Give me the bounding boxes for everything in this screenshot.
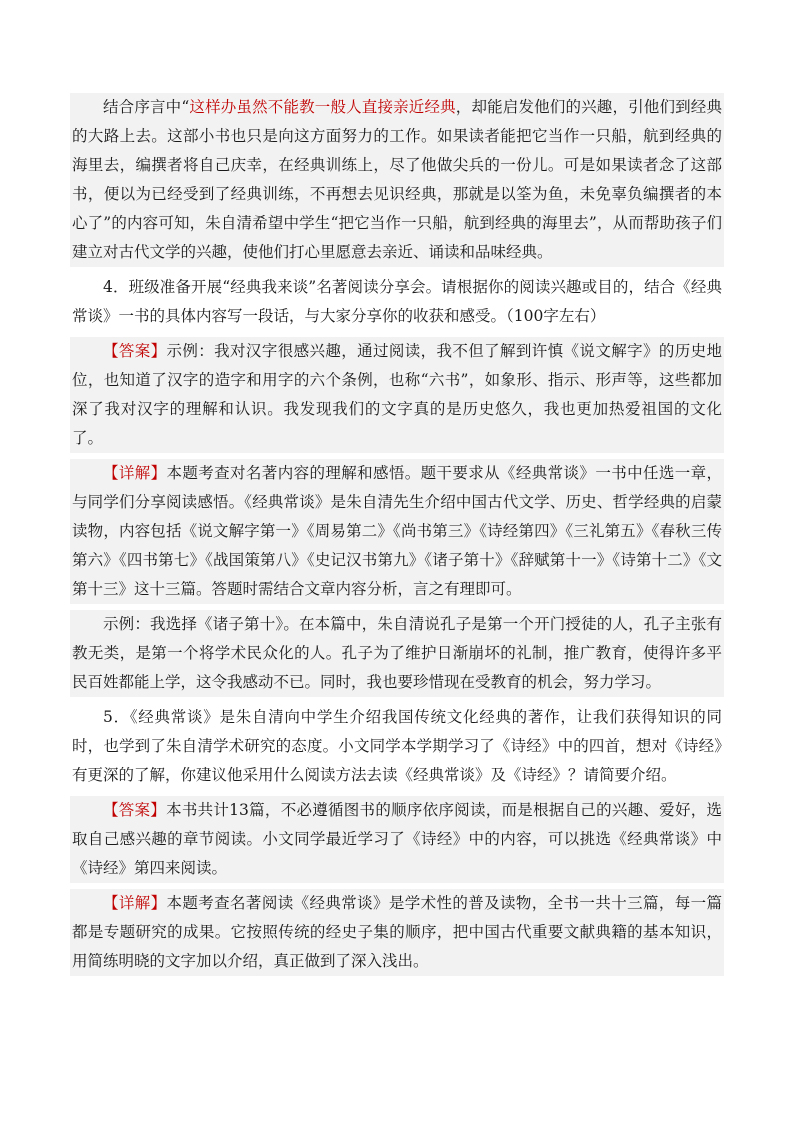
answer-5-text: 本书共计13篇，不必遵循图书的顺序依序阅读，而是根据自己的兴趣、爱好，选取自己感兴趣的章节阅读。小文同学最近学习了《诗经》中的内容，可以挑选《经典常谈》中《诗经》第四来阅读。 — [72, 801, 722, 877]
intro-text-1: 结合序言中“ — [103, 98, 190, 116]
question-4 — [70, 273, 724, 331]
explanation-tag: 【详解】 — [103, 894, 167, 912]
question-4-text: 4．班级准备开展“经典我来谈”名著阅读分享会。请根据你的阅读兴趣或目的，结合《经典常谈》一书的具体内容写一段话，与大家分享你的收获和感受。（100字左右） — [72, 278, 722, 325]
answer-5 — [70, 796, 724, 883]
intro-text-2: ，却能启发他们的兴趣，引他们到经典的大路上去。这部小书也只是向这方面努力的工作。如果读者能把它当作一只船，航到经典的海里去，编撰者将自己庆幸，在经典训练上，尽了他做尖兵的一份儿。可是如果读者念了这部书，便以为已经受到了经典训练，不再想去见识经典，那就是以筌为鱼，未免辜负编撰者的本心了”的内容可知，朱自清希望中学生“把它当作一只船，航到经典的海里去”，从而帮助孩子们建立对古代文学的兴趣，使他们打心里愿意去亲近、诵读和品味经典。 — [72, 98, 722, 261]
answer-4 — [70, 337, 724, 453]
intro-analysis-paragraph — [70, 93, 724, 267]
explanation-4 — [70, 459, 724, 604]
answer-tag: 【答案】 — [103, 801, 167, 819]
example-4-text: 示例：我选择《诸子第十》。在本篇中，朱自清说孔子是第一个开门授徒的人，孔子主张有教无类，是第一个将学术民众化的人。孔子为了维护日渐崩坏的礼制，推广教育，使得许多平民百姓都能上学，这令我感动不已。同时，我也要珍惜现在受教育的机会，努力学习。 — [72, 615, 722, 691]
answer-4-text: 示例：我对汉字很感兴趣，通过阅读，我不但了解到许慎《说文解字》的历史地位，也知道了汉字的造字和用字的六个条例，也称“六书”，如象形、指示、形声等，这些都加深了我对汉字的理解和认识。我发现我们的文字真的是历史悠久，我也更加热爱祖国的文化了。 — [72, 342, 722, 447]
answer-tag: 【答案】 — [103, 342, 167, 360]
explanation-tag: 【详解】 — [103, 464, 167, 482]
explanation-4-text: 本题考查对名著内容的理解和感悟。题干要求从《经典常谈》一书中任选一章，与同学们分享阅读感悟。《经典常谈》是朱自清先生介绍中国古代文学、历史、哲学经典的启蒙读物，内容包括《说文解字第一》《周易第二》《尚书第三》《诗经第四》《三礼第五》《春秋三传第六》《四书第七》《战国策第八》《史记汉书第九》《诸子第十》《辞赋第十一》《诗第十二》《文第十三》这十三篇。答题时需结合文章内容分析，言之有理即可。 — [72, 464, 722, 598]
document-page — [70, 93, 724, 976]
question-5-text: 5．《经典常谈》是朱自清向中学生介绍我国传统文化经典的著作，让我们获得知识的同时，也学到了朱自清学术研究的态度。小文同学本学期学习了《诗经》中的四首，想对《诗经》有更深的了解，你建议他采用什么阅读方法去读《经典常谈》及《诗经》？请简要介绍。 — [72, 708, 722, 784]
explanation-5-text: 本题考查名著阅读《经典常谈》是学术性的普及读物，全书一共十三篇，每一篇都是专题研究的成果。它按照传统的经史子集的顺序，把中国古代重要文献典籍的基本知识，用简练明晓的文字加以介绍，真正做到了深入浅出。 — [72, 894, 722, 970]
example-4 — [70, 610, 724, 697]
intro-quote-highlight: 这样办虽然不能教一般人直接亲近经典 — [189, 98, 456, 116]
question-5 — [70, 703, 724, 790]
explanation-5 — [70, 889, 724, 976]
